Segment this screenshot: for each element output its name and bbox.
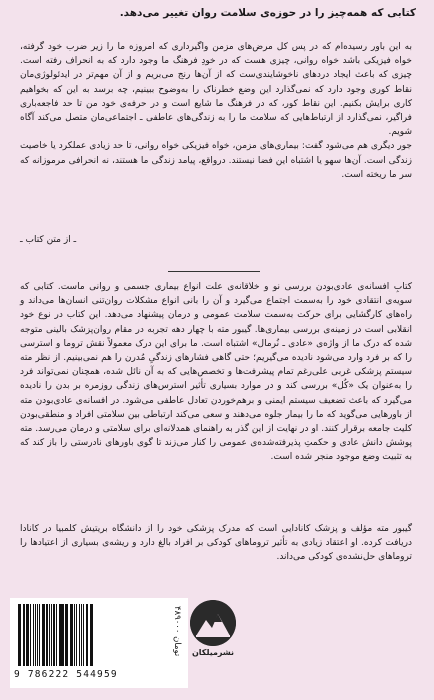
author-bio [20, 522, 412, 565]
isbn-number: 9 786222 544959 [14, 669, 118, 680]
excerpt-source: ـ از متن کتاب ـ [20, 235, 77, 245]
description-paragraph: کتابِ افسانه‌ی عادی‌بودن بررسی نو و خلاقانه‌ی علت انواع بیماری جسمی و روانی ماست. کتابی که سویه‌ی انتقادی خود را به‌سمت اجتماع می‌گیرد و آن را بانی انواع مشکلات روان‌تنی انسان‌ها می‌داند و راه‌های کارگشایی برای حرکت به‌سمت سلامت عمومی و درمان پیشنهاد می‌دهد. این کتاب در نوع خود انقلابی است در زمینه‌ی بررسی بیماری‌ها. گیبور مته با چهار دهه تجربه در مقام روان‌پزشک بالینی متوجه شده که درک ما از واژه‌ی «عادی ـ نُرمال» اشتباه است. ما برای این درک معمولاً نقش تروما و استرسی را که بر فرد وارد می‌شود نادیده می‌گیریم؛ حتی گاهی فشارهای زندگیِ مُدرن را هم نمی‌بینیم. از نظر مته سیستم پزشکی غربی علی‌رغم تمام پیشرفت‌ها و تخصص‌هایی که به آن نائل شده، همچنان نمی‌تواند فرد را به‌عنوان یک «کُل» بررسی کند و در موارد بسیاری تأثیر استرس‌های زندگی روزمره بر بدن را نادیده می‌گیرد که باعث تضعیف سیستم ایمنی و برهم‌خوردن تعادل عاطفی می‌شود. در افسانه‌ی عادی‌بودن مته از باورهایی می‌گوید که ما را بیمار جلوه می‌دهند و سعی می‌کند ارتباطی بین سلامتی افراد و منطقی‌بودن کلیت جامعه برقرار کنند. او در نهایت از این گذر به راهنمای همدلانه‌ای برای سلامتی و درمان می‌رسد. مته پوشش دانش عادی و حکمتِ پذیرفته‌شده‌ی عمومی را کنار می‌زند تا گوی باورهای نادرستی را باز کند که به تثبیت وضع موجود منجر شده است. [20, 282, 412, 463]
excerpt-paragraph: جور دیگری هم می‌شود گفت: بیماری‌های مزمن، خواه فیزیکی خواه روانی، تا حد زیادی عملکرد یا خاصیت زندگی است. آن‌ها سهو یا اشتباه این فضا نیستند. درواقع، پیامد زندگی ما هستند، نه انحرافی مرموزانه که سر ما ریخته است. [20, 141, 412, 180]
tagline: کتابی که همه‌چیز را در حوزه‌ی سلامت روان تغییر می‌دهد. [119, 7, 416, 19]
publisher-name: نشرمیلکان [191, 648, 235, 657]
barcode [18, 604, 166, 666]
book-excerpt [20, 40, 412, 182]
publisher-logo-icon [190, 600, 236, 646]
isbn-barcode-block [10, 598, 188, 688]
excerpt-paragraph: به این باور رسیده‌ام که در پس کل مرض‌های مزمن واگیرداری که امروزه ما را زیر ضرب خود گرفته، خواه فیزیکی باشد خواه روانی، چیزی هست که در خودِ فرهنگ ما وجود دارد که به انحراف رفته است. چیزی که باعث ایجاد دردهای ناخوشایندی‌ست که از آن‌ها رنج می‌بریم و از آن مهم‌تر در ایدئولوژی‌مان نقاط کوری وجود دارد که نمی‌گذارد این وضع خطرناک را به‌وضوح ببینیم، چه برسد به این که بخواهیم کاری برایش بکنیم. این نقاط کور، که در فرهنگ ما شایع است و در حرفه‌ی خود من تا حد فاجعه‌باری فراگیر، نمی‌گذارد از ارتباط‌هایی که سلامت ما را به زندگی‌های عاطفی ـ اجتماعی‌مان متصل می‌کند آگاه شویم. [20, 42, 412, 138]
book-description [20, 280, 412, 465]
section-divider [168, 271, 260, 272]
author-bio-paragraph: گیبور مته مؤلف و پزشک کانادایی است که مدرک پزشکی خود را از دانشگاه بریتیش کلمبیا در کانادا دریافت کرده. او اعتقاد زیادی به تأثیر تروماهای کودکی بر افراد بالغ دارد و ریشه‌ی بسیاری از اعتیادها را تروماهای حل‌نشده‌ی کودکی می‌داند. [20, 524, 412, 563]
price: ۴۸۹۰۰۰ تومان [172, 606, 182, 657]
